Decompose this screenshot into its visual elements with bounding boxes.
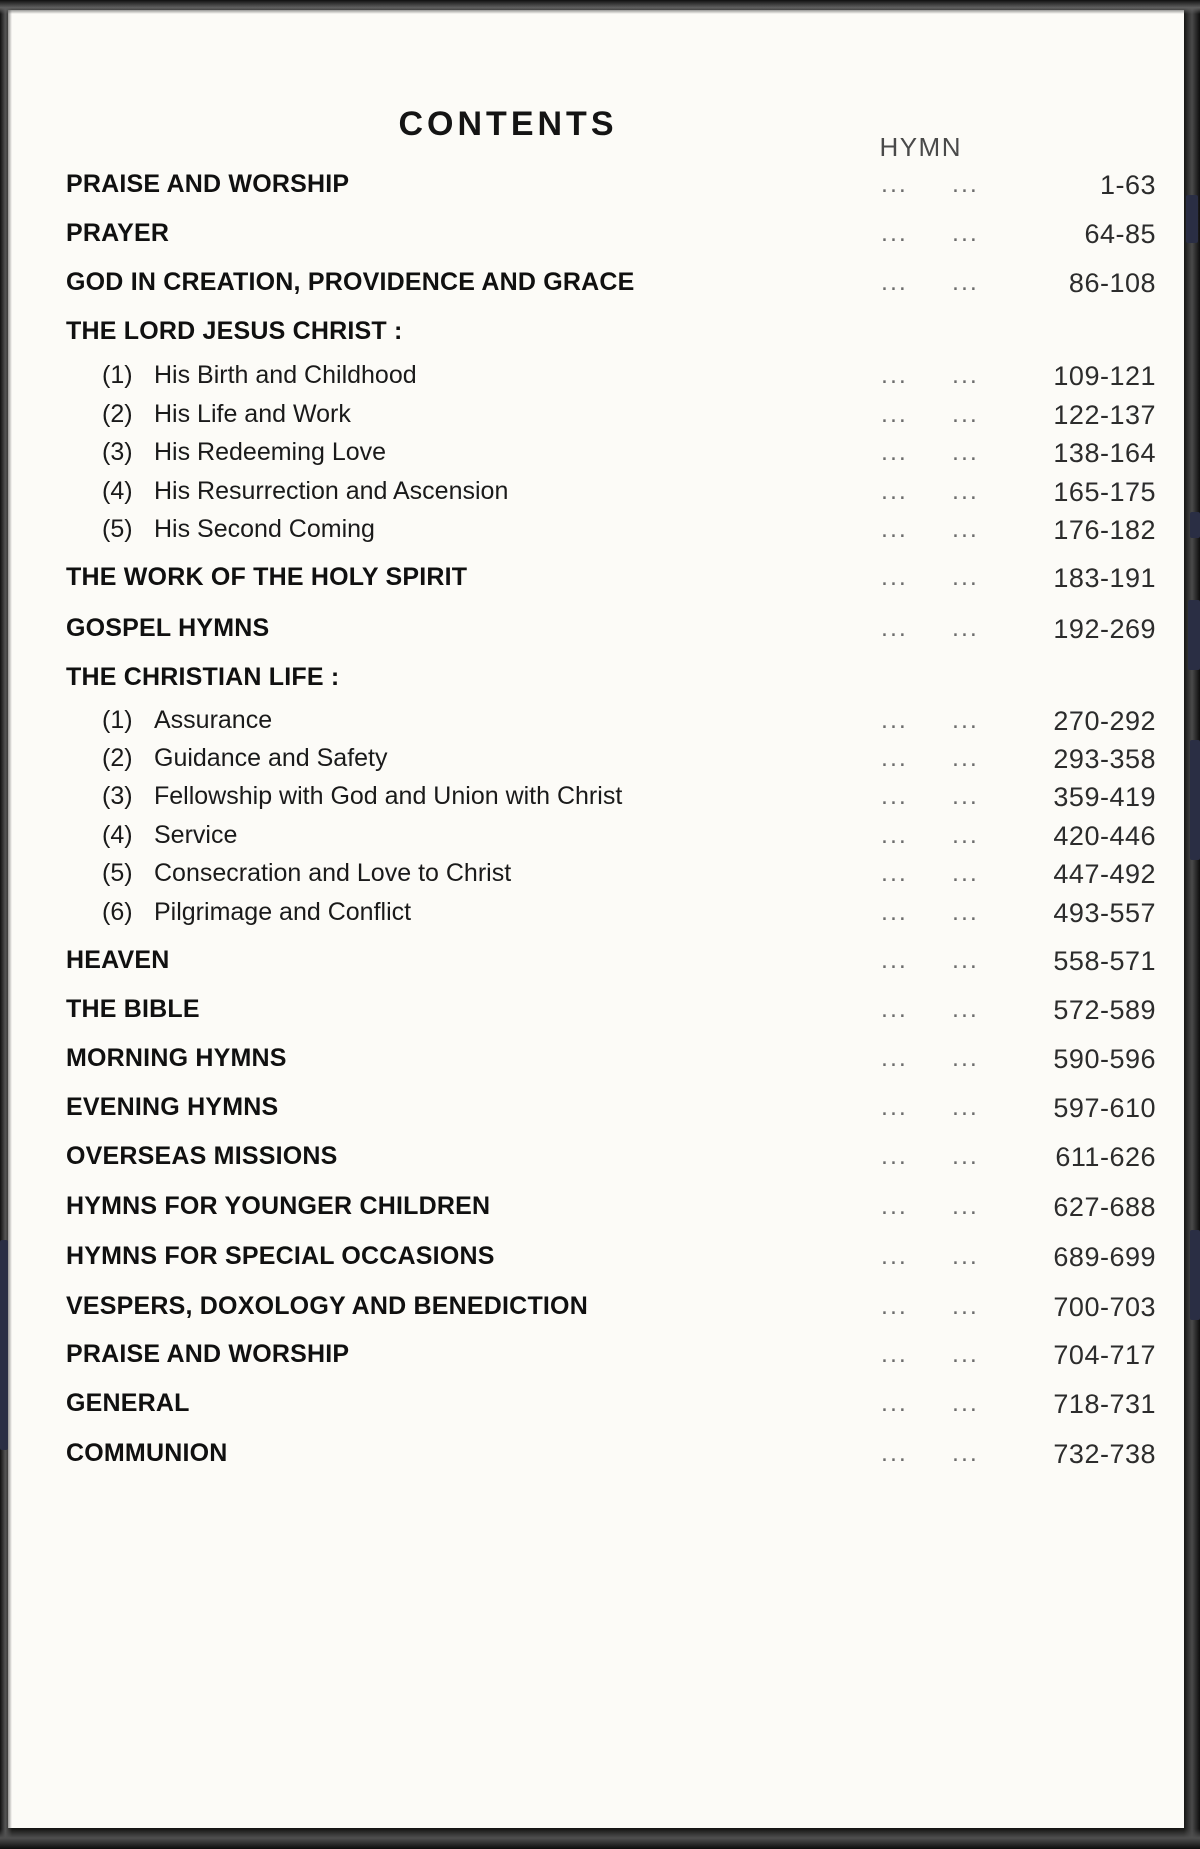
leader-dots: ... (881, 361, 908, 389)
contents-section-entry (8, 1142, 1184, 1186)
contents-section-entry (8, 663, 1184, 707)
hymn-number-range: 611-626 (1055, 1142, 1156, 1172)
leader-dots: ... (952, 1389, 979, 1417)
entry-label: His Redeeming Love (154, 438, 387, 466)
leader-dots: ... (881, 219, 908, 247)
entry-label: His Second Coming (154, 515, 375, 543)
contents-sub-entry (8, 438, 1184, 482)
contents-sub-entry (8, 859, 1184, 903)
entry-label: HYMNS FOR YOUNGER CHILDREN (66, 1192, 491, 1220)
leader-dots: ... (881, 1142, 908, 1170)
leader-dots: ... (952, 1292, 979, 1320)
entry-label: THE WORK OF THE HOLY SPIRIT (66, 563, 468, 591)
entry-label: PRAISE AND WORSHIP (66, 1340, 350, 1368)
hymn-number-range: 270-292 (1053, 706, 1156, 736)
page-title: CONTENTS (398, 105, 618, 143)
leader-dots: ... (881, 563, 908, 591)
hymn-number-range: 176-182 (1053, 515, 1156, 545)
leader-dots: ... (952, 268, 979, 296)
sub-entry-marker: (3) (102, 782, 133, 810)
hymn-number-range: 293-358 (1053, 744, 1156, 774)
leader-dots: ... (881, 268, 908, 296)
leader-dots: ... (881, 706, 908, 734)
contents-section-entry (8, 317, 1184, 361)
leader-dots: ... (952, 477, 979, 505)
entry-label: Pilgrimage and Conflict (154, 898, 412, 926)
leader-dots: ... (952, 1142, 979, 1170)
entry-label: HYMNS FOR SPECIAL OCCASIONS (66, 1242, 495, 1270)
hymn-number-range: 359-419 (1053, 782, 1156, 812)
hymn-number-range: 86-108 (1068, 268, 1156, 298)
entry-label: Guidance and Safety (154, 744, 388, 772)
leader-dots: ... (881, 995, 908, 1023)
contents-sub-entry (8, 361, 1184, 405)
leader-dots: ... (881, 1292, 908, 1320)
leader-dots: ... (881, 782, 908, 810)
hymn-number-range: 732-738 (1053, 1439, 1156, 1469)
sub-entry-marker: (5) (102, 859, 133, 887)
leader-dots: ... (881, 1242, 908, 1270)
entry-label: COMMUNION (66, 1439, 228, 1467)
leader-dots: ... (881, 515, 908, 543)
leader-dots: ... (881, 1192, 908, 1220)
entry-label: Assurance (154, 706, 273, 734)
entry-label: GOD IN CREATION, PROVIDENCE AND GRACE (66, 268, 635, 296)
leader-dots: ... (881, 477, 908, 505)
leader-dots: ... (952, 744, 979, 772)
sub-entry-marker: (6) (102, 898, 133, 926)
scan-artifact-mark (1190, 512, 1200, 538)
entry-label: THE LORD JESUS CHRIST : (66, 317, 403, 345)
contents-section-entry (8, 1242, 1184, 1286)
entry-label: His Life and Work (154, 400, 351, 428)
contents-section-entry (8, 170, 1184, 214)
leader-dots: ... (952, 1192, 979, 1220)
contents-section-entry (8, 563, 1184, 607)
contents-section-entry (8, 946, 1184, 990)
entry-label: PRAISE AND WORSHIP (66, 170, 350, 198)
hymn-number-range: 700-703 (1053, 1292, 1156, 1322)
scan-artifact-mark (1186, 195, 1198, 243)
leader-dots: ... (881, 1340, 908, 1368)
leader-dots: ... (952, 438, 979, 466)
leader-dots: ... (881, 614, 908, 642)
sub-entry-marker: (4) (102, 821, 133, 849)
contents-sub-entry (8, 515, 1184, 559)
leader-dots: ... (881, 1044, 908, 1072)
leader-dots: ... (952, 1093, 979, 1121)
entry-label: Consecration and Love to Christ (154, 859, 512, 887)
hymn-number-range: 165-175 (1053, 477, 1156, 507)
page-edge-shadow-right (1184, 0, 1200, 1849)
leader-dots: ... (952, 614, 979, 642)
hymn-number-range: 64-85 (1084, 219, 1156, 249)
entry-label: Service (154, 821, 238, 849)
leader-dots: ... (952, 170, 979, 198)
page-edge-shadow-top (0, 0, 1200, 14)
sub-entry-marker: (3) (102, 438, 133, 466)
contents-sub-entry (8, 898, 1184, 942)
entry-label: OVERSEAS MISSIONS (66, 1142, 338, 1170)
hymn-number-range: 138-164 (1053, 438, 1156, 468)
sub-entry-marker: (1) (102, 361, 133, 389)
leader-dots: ... (952, 1340, 979, 1368)
leader-dots: ... (952, 515, 979, 543)
leader-dots: ... (881, 821, 908, 849)
hymn-number-range: 590-596 (1053, 1044, 1156, 1074)
leader-dots: ... (952, 1439, 979, 1467)
hymn-number-range: 192-269 (1053, 614, 1156, 644)
leader-dots: ... (952, 1044, 979, 1072)
entry-label: MORNING HYMNS (66, 1044, 287, 1072)
leader-dots: ... (952, 706, 979, 734)
hymn-number-range: 109-121 (1053, 361, 1156, 391)
entry-label: His Birth and Childhood (154, 361, 417, 389)
hymn-number-range: 420-446 (1053, 821, 1156, 851)
scan-artifact-mark (1190, 1230, 1200, 1320)
entry-label: PRAYER (66, 219, 170, 247)
hymn-number-range: 689-699 (1053, 1242, 1156, 1272)
contents-section-entry (8, 1044, 1184, 1088)
hymn-number-range: 572-589 (1053, 995, 1156, 1025)
hymn-number-range: 558-571 (1053, 946, 1156, 976)
contents-section-entry (8, 995, 1184, 1039)
leader-dots: ... (952, 1242, 979, 1270)
sub-entry-marker: (4) (102, 477, 133, 505)
leader-dots: ... (952, 782, 979, 810)
leader-dots: ... (952, 400, 979, 428)
entry-label: GOSPEL HYMNS (66, 614, 270, 642)
contents-section-entry (8, 219, 1184, 263)
contents-section-entry (8, 1192, 1184, 1236)
leader-dots: ... (952, 946, 979, 974)
hymn-number-range: 122-137 (1053, 400, 1156, 430)
entry-label: THE BIBLE (66, 995, 200, 1023)
contents-section-entry (8, 1389, 1184, 1433)
leader-dots: ... (881, 1439, 908, 1467)
contents-section-entry (8, 1093, 1184, 1137)
hymn-number-range: 627-688 (1053, 1192, 1156, 1222)
scan-artifact-mark (1190, 740, 1200, 860)
sub-entry-marker: (2) (102, 744, 133, 772)
contents-section-entry (8, 268, 1184, 312)
sub-entry-marker: (2) (102, 400, 133, 428)
leader-dots: ... (881, 1093, 908, 1121)
leader-dots: ... (881, 170, 908, 198)
hymn-number-range: 183-191 (1053, 563, 1156, 593)
scan-artifact-mark (0, 1240, 8, 1450)
leader-dots: ... (952, 859, 979, 887)
leader-dots: ... (881, 946, 908, 974)
page-edge-shadow-bottom (0, 1829, 1200, 1849)
sub-entry-marker: (5) (102, 515, 133, 543)
contents-section-entry (8, 1292, 1184, 1336)
scan-artifact-mark (1188, 600, 1200, 670)
column-header-hymn: HYMN (879, 132, 962, 162)
entry-label: Fellowship with God and Union with Christ (154, 782, 623, 810)
hymn-number-range: 493-557 (1053, 898, 1156, 928)
leader-dots: ... (881, 898, 908, 926)
leader-dots: ... (881, 438, 908, 466)
paper-sheet (8, 10, 1184, 1828)
leader-dots: ... (881, 400, 908, 428)
entry-label: VESPERS, DOXOLOGY AND BENEDICTION (66, 1292, 588, 1320)
contents-section-entry (8, 1340, 1184, 1384)
leader-dots: ... (881, 1389, 908, 1417)
entry-label: HEAVEN (66, 946, 170, 974)
entry-label: His Resurrection and Ascension (154, 477, 509, 505)
hymn-number-range: 718-731 (1053, 1389, 1156, 1419)
contents-sub-entry (8, 782, 1184, 826)
leader-dots: ... (952, 361, 979, 389)
leader-dots: ... (952, 995, 979, 1023)
leader-dots: ... (952, 821, 979, 849)
entry-label: EVENING HYMNS (66, 1093, 279, 1121)
contents-page (8, 10, 1184, 1828)
leader-dots: ... (881, 859, 908, 887)
hymn-number-range: 1-63 (1099, 170, 1156, 200)
leader-dots: ... (952, 563, 979, 591)
leader-dots: ... (881, 744, 908, 772)
hymn-number-range: 704-717 (1053, 1340, 1156, 1370)
contents-section-entry (8, 614, 1184, 658)
page-edge-shadow-left (0, 0, 12, 1849)
entry-label: THE CHRISTIAN LIFE : (66, 663, 340, 691)
hymn-number-range: 447-492 (1053, 859, 1156, 889)
sub-entry-marker: (1) (102, 706, 133, 734)
contents-section-entry (8, 1439, 1184, 1483)
entry-label: GENERAL (66, 1389, 190, 1417)
hymn-number-range: 597-610 (1053, 1093, 1156, 1123)
leader-dots: ... (952, 898, 979, 926)
leader-dots: ... (952, 219, 979, 247)
